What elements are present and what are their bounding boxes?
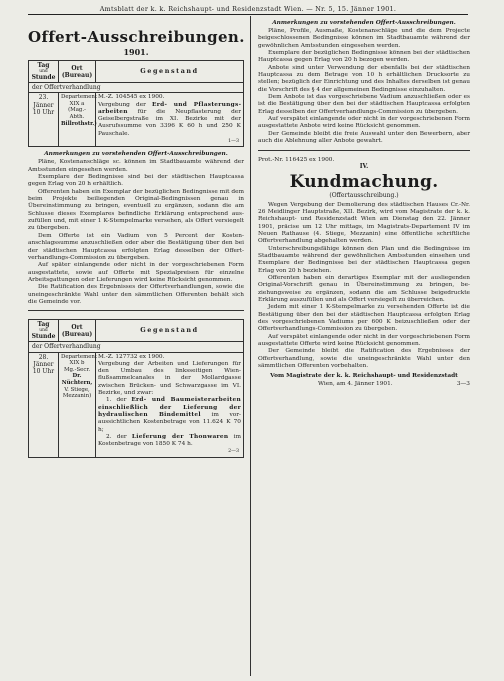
column-divider <box>250 16 251 676</box>
entry-text-bold: Erd- und Baumeisterarbeiten einschließlich der Lieferung der hydraulischen Bindemittel <box>98 397 241 418</box>
header-place-word: Ort <box>71 64 83 72</box>
entry-date: 23. Jänner <box>33 94 54 109</box>
entry-time: 10 Uhr <box>32 108 55 116</box>
table-subheader: der Offertverhandlung <box>29 83 243 93</box>
signoff-tail: 3—3 <box>456 380 470 387</box>
entry-text-bold: Erd- und Pflasterungsarbeiten <box>98 101 241 115</box>
place-line: Mg.-Secr. <box>63 366 91 373</box>
note-paragraph: Dem Offerte ist ein Vadium von 5 Percent der Kostenanschlagssumme anzuschließen oder aber die Bestätigung über den bei der städtischen Hauptcassa erfolgten Erlag desselben der Offertverhandlungs-Commission zu übergeben. <box>28 232 244 261</box>
place-line: Mezzanin) <box>62 393 92 400</box>
place-line: Departement <box>61 94 98 101</box>
place-line: XIX b <box>69 360 85 367</box>
signoff <box>258 373 470 388</box>
section-divider <box>258 150 470 151</box>
place-line: XIX a <box>69 100 85 107</box>
table-header-row <box>29 320 243 342</box>
notes-heading: Anmerkungen zu vorstehenden Offert-Ausschreibungen. <box>44 151 228 158</box>
table-subheader: der Offertverhandlung <box>29 342 243 352</box>
section-title: Offert-Ausschreibungen. <box>28 28 245 46</box>
entry-ref: M.-Z. 127732 ex 1900. <box>98 353 165 360</box>
table-header-row <box>29 61 243 83</box>
offer-table-2 <box>28 319 244 457</box>
right-column <box>258 18 470 388</box>
note-paragraph: Auf verspätet einlangende oder nicht in der vorgeschriebenen Form ausgestattete Anbote wird keine Rücksicht genommen. <box>258 116 470 130</box>
announcement-paragraph: Offerenten haben ein derartiges Exemplar mit der ausliegenden Original-Vorschrift genau in Übereinstimmung zu bringen, beziehungsweise zu ergänzen, sodann die am Schlusse beigedruckte Erklärung auszufüllen und als Offert versiegelt zu überreichen. <box>258 274 470 303</box>
entry-subject-cell <box>96 353 243 457</box>
header-rule <box>28 14 468 15</box>
header-day-time <box>29 61 59 82</box>
section-divider <box>28 310 244 311</box>
header-and: und <box>39 328 48 334</box>
section-year: 1901. <box>123 47 149 57</box>
header-hour: Stunde <box>31 333 56 341</box>
header-subject: Gegenstand <box>140 326 199 335</box>
signoff-footer <box>258 381 470 388</box>
note-paragraph: Auf später einlangende oder nicht in der vorgeschriebenen Form ausgestattete, sowie auf Offerte mit Spezialpreisen für einzelne Arbeitsgattungen oder Lieferungen wird keine Rücksicht genommen. <box>28 262 244 283</box>
header-place <box>59 61 96 82</box>
place-line: Dr. <box>72 373 82 380</box>
note-paragraph: Offerenten haben ein Exemplar der bezüglichen Bedingnisse mit dem beim Projekte beiliegenden Original-Bedingnissen genau in Übereinstimmung zu bringen, eventuell zu ergänzen, sodann die am Schlusse dieses Exemplares befindliche Erklärung entsprechend auszufüllen und, mit einer 1 K-Stempelmarke versehen, als Offert versiegelt zu übergeben. <box>28 188 244 232</box>
entry-text-part: im Kostenbetrage von 1850 K 74 h. <box>98 433 241 448</box>
note-paragraph: Anbote sind unter Verwendung der ebenfalls bei der städtischen Hauptcassa zu dem Betrage von 10 h erhältlichen Drucksorte zu stellen; bezüglich der Einrichtung und des Inhaltes derselben ist genau die Vorschrift des § 4 der allgemeinen Bedingnisse einzuhalten. <box>258 64 470 93</box>
entry-text-part: 1. der <box>106 397 132 404</box>
entry-tail: 2—3 <box>228 449 239 455</box>
entry-place-cell <box>59 93 96 146</box>
announcement-paragraph: Wegen Vergebung der Demolierung des städtischen Hauses Cr.-Nr. 26 Meidlinger Hauptstraße, XII. Bezirk, wird vom Magistrate der k. k. Reichshaupt- und Residenzstadt Wien am Dienstag den 22. Jänner 1901, präcise um 12 Uhr mittags, im Magistrats-Departement IV im Neuen Rathause (4. Stiege, Mezzanin) eine öffentliche schriftliche Offertverhandlung abgehalten werden. <box>258 201 470 245</box>
entry-text-part: im voraussichtlichen Kostenbetrage von 11.624 K 70 h; <box>98 411 241 433</box>
note-paragraph: Exemplare der Bedingnisse sind bei der städtischen Hauptcassa gegen Erlag von 20 h erhältlich. <box>28 174 244 188</box>
announcement-paragraph: Der Gemeinde bleibt die Ratification des Ergebnisses der Offertverhandlung, sowie die uneingeschränkte Wahl unter den sämmtlichen Offerenten vorbehalten. <box>258 348 470 370</box>
entry-text-part: 2. der <box>106 433 132 440</box>
entry-text <box>98 102 241 138</box>
entry-subject-cell <box>96 93 243 146</box>
announcement-subtitle: (Offertausschreibung.) <box>329 191 399 199</box>
header-day: Tag <box>37 62 50 69</box>
note-paragraph: Der Gemeinde bleibt die freie Auswahl unter den Bewerbern, aber auch die Ablehnung aller Anbote gewahrt. <box>258 130 470 145</box>
note-paragraph: Die Ratification des Ergebnisses der Offertverhandlungen, sowie die uneingeschränkte Wahl unter den sämmtlichen Offerenten behält sich die Gemeinde vor. <box>28 284 244 305</box>
note-paragraph: Exemplare der bezüglichen Bedingnisse können bei der städtischen Hauptcassa gegen Erlag von 20 h bezogen werden. <box>258 50 470 64</box>
entry-text: Vergebung der Arbeiten und Lieferungen für den Umbau des linksseitigen Wienflußsammelcanales in der Mollardgasse zwischen Brücken- und Schwarzgasse im VI. Bezirke, und zwar: <box>98 360 241 397</box>
header-bureau: (Bureau) <box>61 330 93 338</box>
running-head: Amtsblatt der k. k. Reichshaupt- und Residenzstadt Wien. — Nr. 5, 15. Jänner 1901. <box>99 5 397 13</box>
place-line: V. Stiege, <box>64 386 90 393</box>
header-and: und <box>39 69 48 74</box>
header-place-word: Ort <box>71 323 83 331</box>
notes-heading: Anmerkungen zu vorstehenden Offert-Ausschreibungen. <box>272 20 456 26</box>
place-line: Nüchtern, <box>61 379 93 386</box>
announcement-title: Kundmachung. <box>289 171 439 192</box>
note-paragraph: Pläne, Profile, Ausmaße, Kostenanschläge und die dem Projecte beigeschlossenen Bedingnisse können im Stadtbauamte während der gewöhnlichen Amtsstunden eingesehen werden. <box>258 28 470 49</box>
place-line: Billrothstr.) <box>61 120 97 127</box>
entry-text-part: für die Neupflasterung der Geiselbergstraße im XI. Bezirke mit der Ausrufssumme von 3396 K 60 h und 250 K Pauschale. <box>98 108 241 137</box>
entry-text-bold: Lieferung der Thonwaren <box>131 433 229 440</box>
note-paragraph: Dem Anbote ist das vorgeschriebene Vadium anzuschließen oder es ist die Bestätigung über den bei der städtischen Hauptcassa erfolgten Erlag desselben der Offertverhandlungs-Commission zu übergeben. <box>258 94 470 115</box>
table-row <box>29 93 243 146</box>
announcement-paragraph: Jedem mit einer 1 K-Stempelmarke zu versehenden Offerte ist die Bestätigung über den bei der städtischen Hauptcassa erfolgten Erlag des vorgeschriebenen Vadiums per 600 K beizuschließen oder der Offertverhandlungs-Commission zu übergeben. <box>258 304 470 333</box>
entry-date-cell <box>29 93 59 146</box>
section-numeral: IV. <box>359 162 369 170</box>
header-bureau: (Bureau) <box>61 71 93 79</box>
entry-time: 10 Uhr <box>32 368 55 376</box>
entry-ref: M.-Z. 104545 ex 1900. <box>98 94 165 101</box>
protocol-number: Prot.-Nr. 116425 ex 1900. <box>258 156 335 163</box>
entry-date-cell <box>29 353 59 457</box>
table-row <box>29 353 243 457</box>
header-day: Tag <box>37 321 50 329</box>
signoff-place-date: Wien, am 4. Jänner 1901. <box>318 380 393 387</box>
entry-tail: 1—3 <box>228 139 239 145</box>
announcement-paragraph: Auf verspätet einlangende oder nicht in der vorgeschriebenen Form ausgestattete Offerte wird keine Rücksicht genommen. <box>258 333 470 348</box>
entry-text-part: Vergebung der <box>98 101 153 108</box>
signoff-authority: Vom Magistrate der k. k. Reichshaupt- und Residenzstadt <box>270 373 458 380</box>
announcement-paragraph: Unterschreibungsfähige können den Plan und die Bedingnisse im Stadtbauamte während der gewöhnlichen Amtsstunden einsehen und Exemplare der Bedingnisse bei der städtischen Hauptcassa gegen Erlag von 20 h beziehen. <box>258 245 470 274</box>
note-paragraph: Pläne, Kostenanschläge sc. können im Stadtbauamte während der Amtsstunden eingesehen werden. <box>28 159 244 173</box>
header-subject: Gegenstand <box>140 66 199 75</box>
place-line: Departement <box>61 353 98 360</box>
entry-date: 28. Jänner <box>33 353 54 368</box>
header-place <box>59 320 96 341</box>
header-hour: Stunde <box>31 74 56 81</box>
entry-item-1 <box>98 397 241 433</box>
header-day-time <box>29 320 59 341</box>
entry-place-cell <box>59 353 96 457</box>
offer-table-1 <box>28 60 244 147</box>
entry-item-2 <box>98 434 241 449</box>
place-line: (Mag.-Abth. <box>68 107 86 121</box>
left-column <box>28 18 244 458</box>
